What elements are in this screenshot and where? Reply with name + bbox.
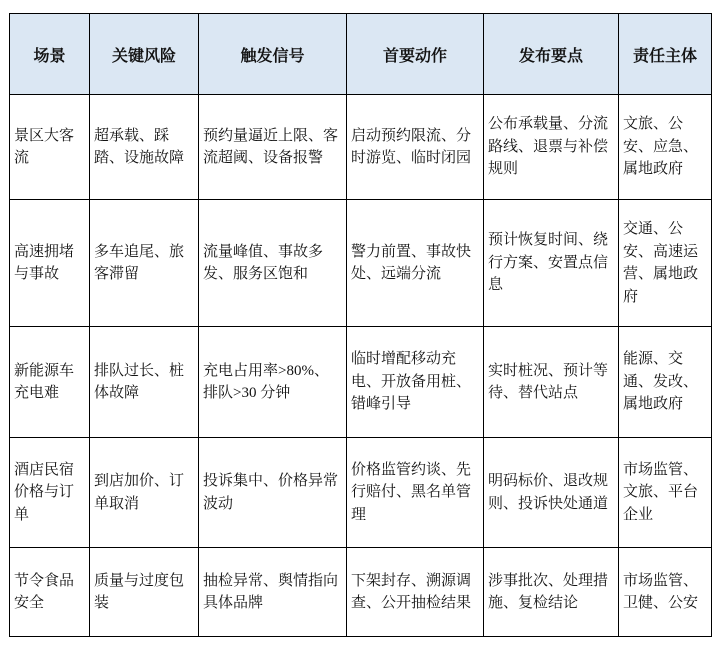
risk-response-table xyxy=(9,13,712,637)
table-cell: 启动预约限流、分时游览、临时闭园 xyxy=(347,95,484,200)
table-row xyxy=(10,95,712,200)
header-row xyxy=(10,14,712,95)
column-header-responsible-party: 责任主体 xyxy=(619,14,712,95)
table-cell: 高速拥堵与事故 xyxy=(10,200,90,327)
table-row xyxy=(10,327,712,438)
table-cell: 价格监管约谈、先行赔付、黑名单管理 xyxy=(347,438,484,548)
table-cell: 下架封存、溯源调查、公开抽检结果 xyxy=(347,548,484,637)
table-cell: 景区大客流 xyxy=(10,95,90,200)
table-cell: 多车追尾、旅客滞留 xyxy=(90,200,199,327)
table-cell: 文旅、公安、应急、属地政府 xyxy=(619,95,712,200)
table-cell: 警力前置、事故快处、远端分流 xyxy=(347,200,484,327)
table-cell: 明码标价、退改规则、投诉快处通道 xyxy=(484,438,619,548)
table-cell: 交通、公安、高速运营、属地政府 xyxy=(619,200,712,327)
table-cell: 酒店民宿价格与订单 xyxy=(10,438,90,548)
table-cell: 临时增配移动充电、开放备用桩、错峰引导 xyxy=(347,327,484,438)
table-cell: 抽检异常、舆情指向具体品牌 xyxy=(199,548,347,637)
column-header-trigger-signal: 触发信号 xyxy=(199,14,347,95)
table-row xyxy=(10,200,712,327)
column-header-key-risk: 关键风险 xyxy=(90,14,199,95)
table-cell: 预约量逼近上限、客流超阈、设备报警 xyxy=(199,95,347,200)
table-cell: 市场监管、文旅、平台企业 xyxy=(619,438,712,548)
column-header-scenario: 场景 xyxy=(10,14,90,95)
table-cell: 涉事批次、处理措施、复检结论 xyxy=(484,548,619,637)
table-cell: 超承载、踩踏、设施故障 xyxy=(90,95,199,200)
column-header-release-points: 发布要点 xyxy=(484,14,619,95)
table-cell: 流量峰值、事故多发、服务区饱和 xyxy=(199,200,347,327)
table-cell: 排队过长、桩体故障 xyxy=(90,327,199,438)
table-cell: 预计恢复时间、绕行方案、安置点信息 xyxy=(484,200,619,327)
table-row xyxy=(10,548,712,637)
table-row xyxy=(10,438,712,548)
table-cell: 公布承载量、分流路线、退票与补偿规则 xyxy=(484,95,619,200)
table-cell: 市场监管、卫健、公安 xyxy=(619,548,712,637)
table-cell: 新能源车充电难 xyxy=(10,327,90,438)
table-cell: 质量与过度包装 xyxy=(90,548,199,637)
table-cell: 能源、交通、发改、属地政府 xyxy=(619,327,712,438)
table-cell: 节令食品安全 xyxy=(10,548,90,637)
column-header-primary-action: 首要动作 xyxy=(347,14,484,95)
table-cell: 到店加价、订单取消 xyxy=(90,438,199,548)
table-cell: 实时桩况、预计等待、替代站点 xyxy=(484,327,619,438)
table-cell: 投诉集中、价格异常波动 xyxy=(199,438,347,548)
table-cell: 充电占用率>80%、排队>30 分钟 xyxy=(199,327,347,438)
